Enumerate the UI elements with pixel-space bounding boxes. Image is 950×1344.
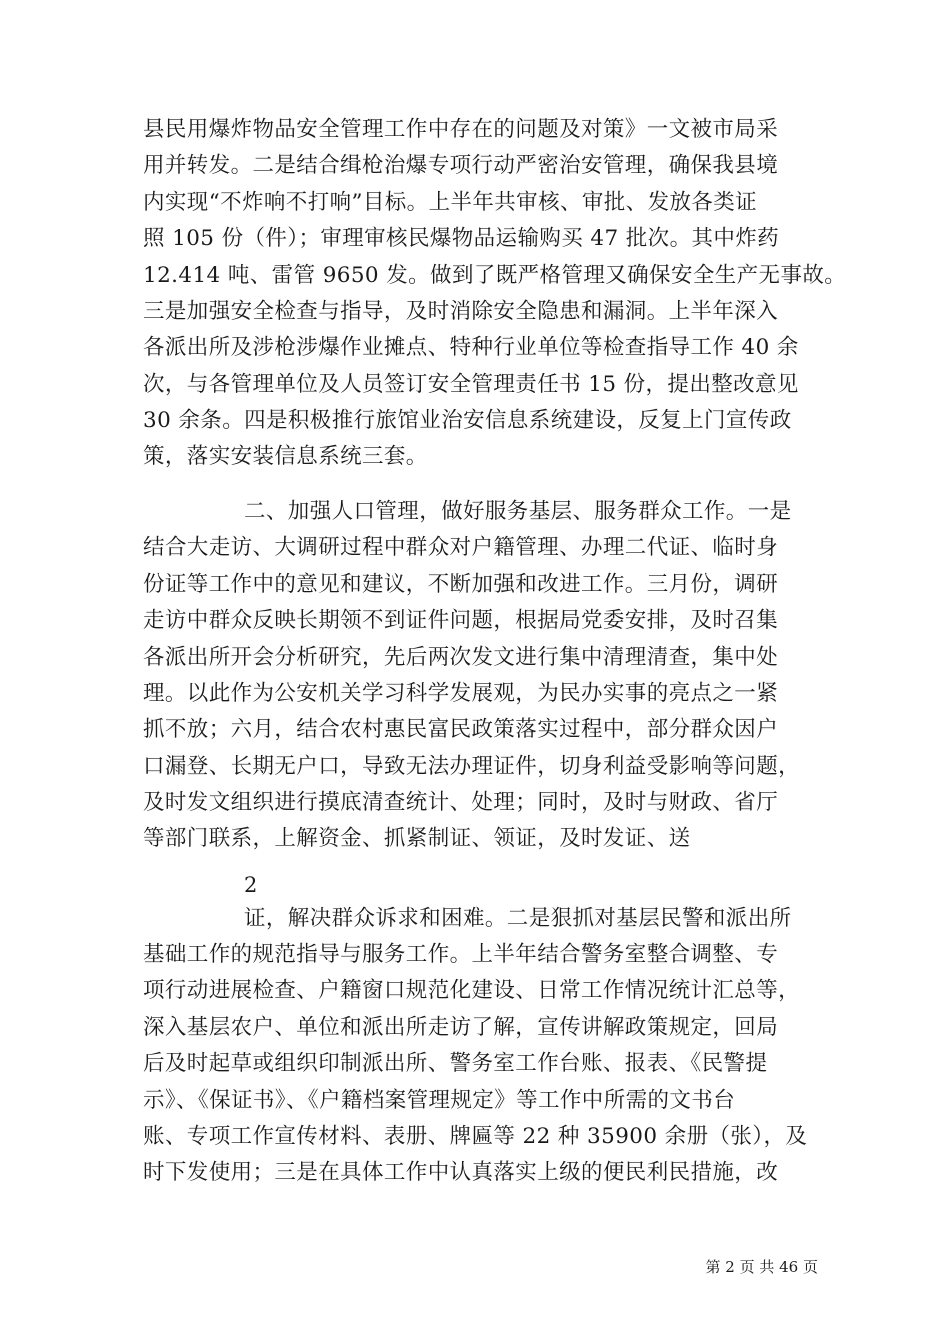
- text-line: 30 余条。四是积极推行旅馆业治安信息系统建设，反复上门宣传政: [143, 408, 792, 433]
- text-line: 结合大走访、大调研过程中群众对户籍管理、办理二代证、临时身: [143, 535, 779, 560]
- text-line: 县民用爆炸物品安全管理工作中存在的问题及对策》一文被市局采: [143, 117, 779, 142]
- text-line: 二、加强人口管理，做好服务基层、服务群众工作。一是: [244, 499, 792, 524]
- text-line: 理。以此作为公安机关学习科学发展观，为民办实事的亮点之一紧: [143, 681, 779, 706]
- text-line: 照 105 份（件）；审理审核民爆物品运输购买 47 批次。其中炸药: [143, 226, 780, 251]
- text-line: 及时发文组织进行摸底清查统计、处理；同时，及时与财政、省厅: [143, 790, 779, 815]
- page-footer: 第 2 页 共 46 页: [705, 1258, 818, 1276]
- text-line: 抓不放；六月，结合农村惠民富民政策落实过程中，部分群众因户: [143, 717, 779, 742]
- text-line: 各派出所开会分析研究，先后两次发文进行集中清理清查，集中处: [143, 645, 779, 670]
- text-line: 内实现“不炸响不打响”目标。上半年共审核、审批、发放各类证: [143, 190, 758, 215]
- text-line: 证，解决群众诉求和困难。二是狠抓对基层民警和派出所: [244, 906, 792, 931]
- text-line: 策，落实安装信息系统三套。: [143, 444, 428, 469]
- text-line: 基础工作的规范指导与服务工作。上半年结合警务室整合调整、专: [143, 942, 779, 967]
- text-line: 项行动进展检查、户籍窗口规范化建设、日常工作情况统计汇总等，: [143, 978, 801, 1003]
- text-line: 时下发使用；三是在具体工作中认真落实上级的便民利民措施，改: [143, 1160, 779, 1185]
- text-line: 用并转发。二是结合缉枪治爆专项行动严密治安管理，确保我县境: [143, 153, 779, 178]
- text-line: 等部门联系，上解资金、抓紧制证、领证，及时发证、送: [143, 826, 691, 851]
- text-line: 账、专项工作宣传材料、表册、牌匾等 22 种 35900 余册（张），及: [143, 1124, 808, 1149]
- page-marker: 2: [244, 873, 258, 897]
- text-line: 12.414 吨、雷管 9650 发。做到了既严格管理又确保安全生产无事故。: [143, 263, 847, 288]
- text-line: 深入基层农户、单位和派出所走访了解，宣传讲解政策规定，回局: [143, 1015, 779, 1040]
- text-line: 后及时起草或组织印制派出所、警务室工作台账、报表、《民警提: [143, 1051, 768, 1076]
- text-line: 走访中群众反映长期领不到证件问题，根据局党委安排，及时召集: [143, 608, 779, 633]
- text-line: 三是加强安全检查与指导，及时消除安全隐患和漏洞。上半年深入: [143, 299, 779, 324]
- text-line: 各派出所及涉枪涉爆作业摊点、特种行业单位等检查指导工作 40 余: [143, 335, 799, 360]
- text-line: 份证等工作中的意见和建议，不断加强和改进工作。三月份，调研: [143, 572, 779, 597]
- text-line: 次，与各管理单位及人员签订安全管理责任书 15 份，提出整改意见: [143, 372, 799, 397]
- text-line: 示》、《保证书》、《户籍档案管理规定》等工作中所需的文书台: [143, 1088, 736, 1113]
- text-line: 口漏登、长期无户口，导致无法办理证件，切身利益受影响等问题，: [143, 754, 801, 779]
